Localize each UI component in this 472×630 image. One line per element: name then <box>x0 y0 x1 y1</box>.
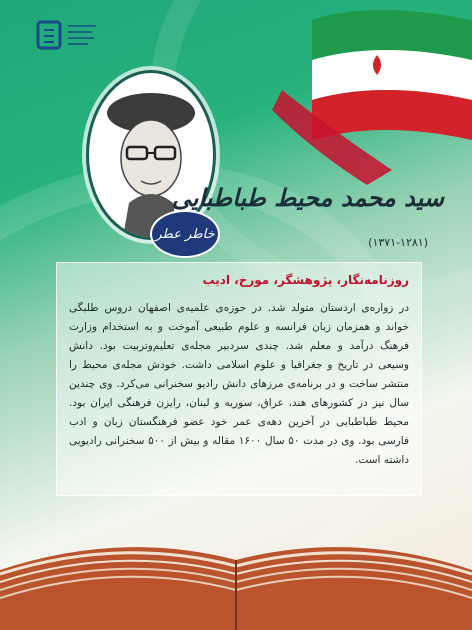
biography-panel <box>56 262 422 496</box>
biography-text: در زواره‌ی اردستان متولد شد. در حوزه‌ی علمیه‌ی اصفهان دروس طلبگی خواند و همزمان زبان فرانسه و علوم طبیعی آموخت و به استخدام وزارت فرهنگ درآمد و معلم شد. چندی سردبیر مجله‌ی تعلیم‌وتربیت بود. دانش وسیعی در تاریخ و جغرافیا و علوم اسلامی داشت. خودش مجله‌ی محیط را منتشر ساخت و در برنامه‌ی مرزهای دانش رادیو سخنرانی می‌کرد. وی چندین سال نیز در کشورهای هند، عراق، سوریه و لبنان، رایزن فرهنگی ایران بود. محیط طباطبایی در آخرین دهه‌ی عمر خود عضو فرهنگستان زبان و ادب فارسی بود. وی در مدت ۵۰ سال ۱۶۰۰ مقاله و بیش از ۵۰۰ سخنرانی رادیویی داشته است. <box>69 302 409 466</box>
titles-line: روزنامه‌نگار، پژوهشگر، مورخ، ادیب <box>202 273 409 287</box>
signature-badge <box>150 210 220 258</box>
life-years: (۱۳۷۱-۱۲۸۱) <box>368 236 428 249</box>
open-book-icon <box>0 510 472 630</box>
badge-text: خاطر عطر <box>155 226 215 242</box>
person-name: سید محمد محیط طباطبایی <box>171 184 444 212</box>
iran-flag-icon <box>272 0 472 185</box>
emblem-icon <box>32 18 102 80</box>
